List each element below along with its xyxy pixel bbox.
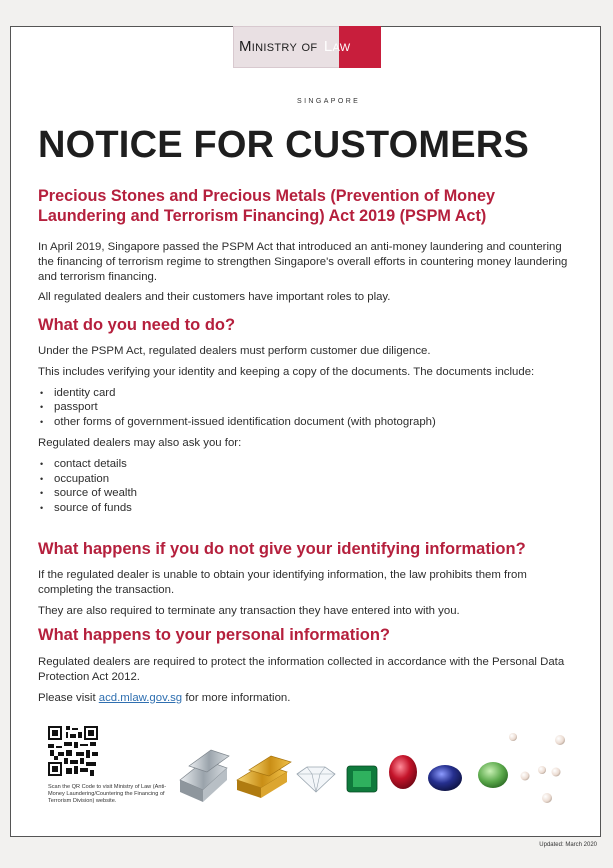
logo-subtitle: SINGAPORE	[297, 98, 361, 105]
section-heading-no-identifying-info: What happens if you do not give your identifying information?	[38, 540, 526, 558]
visit-text-pre: Please visit	[38, 691, 99, 704]
visit-text-post: for more information.	[182, 691, 291, 704]
intro-paragraph-1: In April 2019, Singapore passed the PSPM Act that introduced an anti-money laundering and countering the financing of terrorism regime to strengthen Singapore's overall efforts in countering money laundering and terrorism financing.	[38, 241, 568, 283]
updated-date: Updated: March 2020	[539, 842, 597, 848]
section1-block	[38, 344, 574, 516]
diamond-icon	[297, 767, 335, 792]
section2-paragraph-2: They are also required to terminate any transaction they have entered into with you.	[38, 604, 460, 617]
section3-paragraph-1: Regulated dealers are required to protect the information collected in accordance with the Personal Data Protection Act 2012.	[38, 656, 565, 683]
sapphire-icon	[428, 765, 462, 791]
section-heading-personal-information: What happens to your personal information?	[38, 626, 391, 644]
act-subtitle: Precious Stones and Precious Metals (Prevention of Money Laundering and Terrorism Financing) Act 2019 (PSPM Act)	[38, 187, 495, 225]
section3-paragraph-2	[38, 691, 574, 706]
list-item: • other forms of government-issued identification document (with photograph)	[38, 415, 574, 430]
emerald-icon	[347, 766, 377, 792]
qr-caption: Scan the QR Code to visit Ministry of Law (Anti-Money Laundering/Countering the Financing of Terrorism Division) website.	[48, 784, 167, 804]
section3-block	[38, 655, 574, 705]
jade-icon	[478, 762, 508, 788]
list-item: • occupation	[38, 472, 574, 487]
section1-paragraph-3: Regulated dealers may also ask you for:	[38, 436, 242, 449]
gold-bars-icon	[237, 756, 291, 798]
list-item: • passport	[38, 400, 574, 415]
precious-items-illustration	[175, 720, 575, 810]
list-item: • source of wealth	[38, 486, 574, 501]
ruby-icon	[389, 755, 417, 789]
intro-paragraph-2: All regulated dealers and their customers have important roles to play.	[38, 291, 391, 304]
section-heading-what-to-do: What do you need to do?	[38, 316, 236, 334]
documents-list	[38, 386, 574, 430]
logo-text-law: Law	[323, 38, 351, 55]
list-item: • contact details	[38, 457, 574, 472]
page-title: NOTICE FOR CUSTOMERS	[38, 124, 529, 166]
logo-text	[239, 38, 350, 55]
ministry-of-law-logo	[233, 26, 381, 105]
list-item: • identity card	[38, 386, 574, 401]
section2-paragraph-1: If the regulated dealer is unable to obtain your identifying information, the law prohibits them from completing the transaction.	[38, 569, 527, 596]
logo-text-ministry: Ministry of	[239, 38, 318, 55]
additional-info-list	[38, 457, 574, 516]
section1-paragraph-2: This includes verifying your identity and keeping a copy of the documents. The documents include:	[38, 365, 535, 378]
silver-bars-icon	[180, 750, 229, 802]
intro-block	[38, 240, 574, 305]
qr-code	[48, 726, 98, 776]
website-link[interactable]: acd.mlaw.gov.sg	[98, 691, 183, 704]
section2-block	[38, 568, 574, 618]
section1-paragraph-1: Under the PSPM Act, regulated dealers must perform customer due diligence.	[38, 345, 431, 357]
list-item: • source of funds	[38, 501, 574, 516]
pearls-icon	[509, 733, 565, 803]
